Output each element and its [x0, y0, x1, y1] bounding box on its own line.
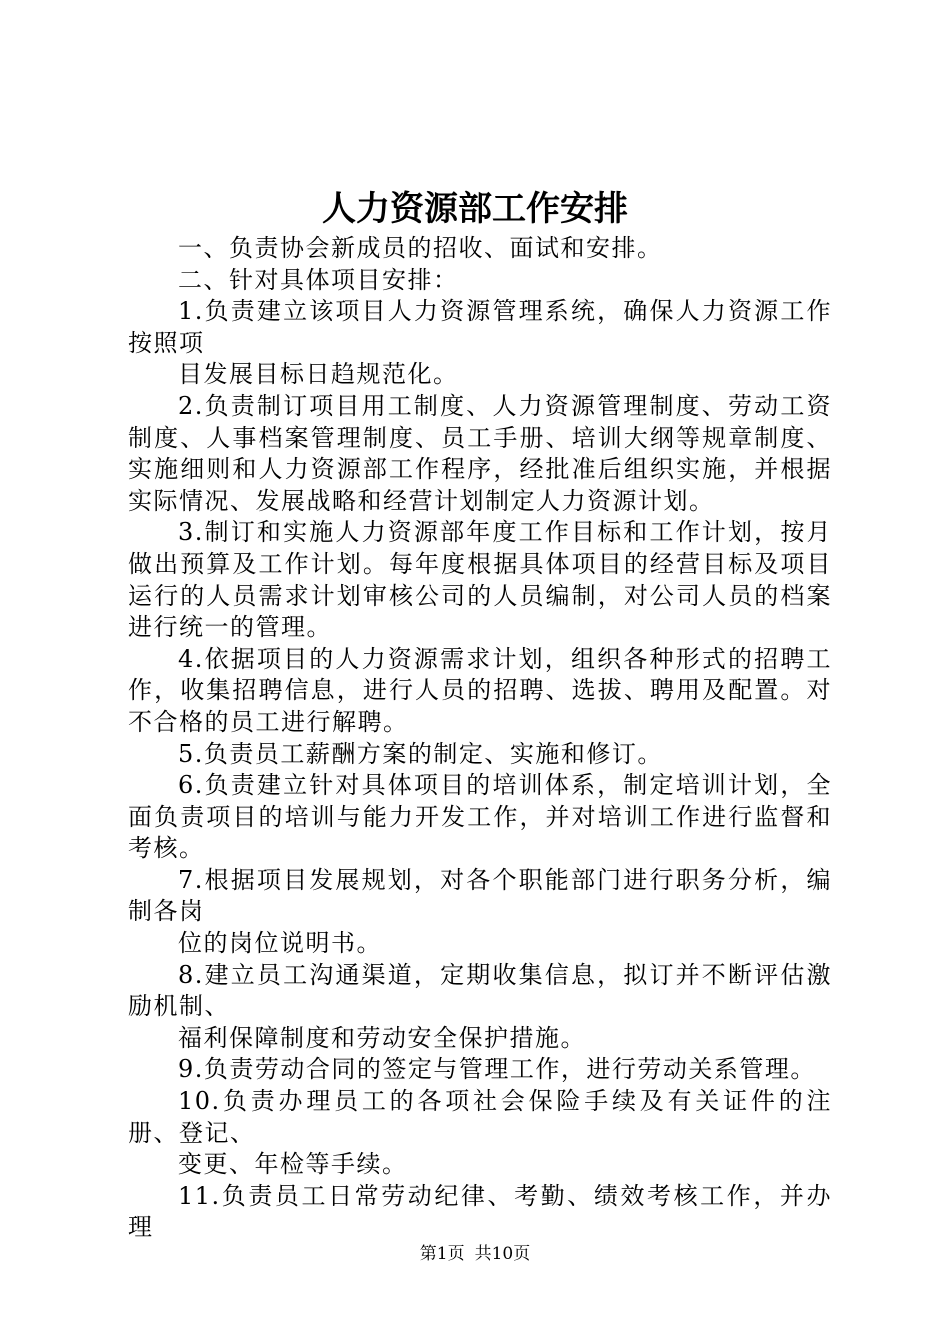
paragraph-recruit: 一、负责协会新成员的招收、面试和安排。 — [178, 234, 663, 262]
page-number: 第1页 — [419, 1244, 465, 1264]
document-title: 人力资源部工作安排 — [322, 189, 628, 229]
paragraph-item-1: 1.负责建立该项目人力资源管理系统，确保人力资源工作按照项 — [128, 297, 832, 357]
paragraph-item-9: 9.负责劳动合同的签定与管理工作，进行劳动关系管理。 — [178, 1055, 816, 1084]
paragraph-item-4: 4.依据项目的人力资源需求计划，组织各种形式的招聘工作，收集招聘信息，进行人员的招聘、选拔、聘用及配置。对不合格的员工进行解聘。 — [128, 644, 832, 736]
paragraph-item-8-cont: 福利保障制度和劳动安全保护措施。 — [178, 1023, 586, 1052]
paragraph-item-3: 3.制订和实施人力资源部年度工作目标和工作计划，按月做出预算及工作计划。每年度根据具体项目的经营目标及项目运行的人员需求计划审核公司的人员编制，对公司人员的档案进行统一的管理。 — [128, 518, 832, 642]
paragraph-project-heading: 二、针对具体项目安排： — [178, 265, 459, 294]
paragraph-item-7-cont: 位的岗位说明书。 — [178, 929, 382, 958]
paragraph-item-2: 2.负责制订项目用工制度、人力资源管理制度、劳动工资制度、人事档案管理制度、员工手册、培训大纲等规章制度、实施细则和人力资源部工作程序，经批准后组织实施，并根据实际情况、发展战略和经营计划制定人力资源计划。 — [128, 391, 832, 515]
document-body — [128, 233, 832, 1244]
paragraph-item-11: 11.负责员工日常劳动纪律、考勤、绩效考核工作，并办理 — [128, 1181, 832, 1242]
paragraph-item-1-cont: 目发展目标日趋规范化。 — [178, 360, 459, 389]
paragraph-item-7: 7.根据项目发展规划，对各个职能部门进行职务分析，编制各岗 — [128, 865, 832, 926]
paragraph-item-6: 6.负责建立针对具体项目的培训体系，制定培训计划，全面负责项目的培训与能力开发工作，并对培训工作进行监督和考核。 — [128, 771, 832, 863]
paragraph-item-5: 5.负责员工薪酬方案的制定、实施和修订。 — [178, 739, 663, 768]
page-total: 共10页 — [474, 1244, 531, 1264]
paragraph-item-8: 8.建立员工沟通渠道，定期收集信息，拟订并不断评估激励机制、 — [128, 960, 832, 1021]
paragraph-item-10-cont: 变更、年检等手续。 — [178, 1150, 408, 1179]
paragraph-item-10: 10.负责办理员工的各项社会保险手续及有关证件的注册、登记、 — [128, 1087, 832, 1147]
page-footer — [0, 1242, 950, 1266]
